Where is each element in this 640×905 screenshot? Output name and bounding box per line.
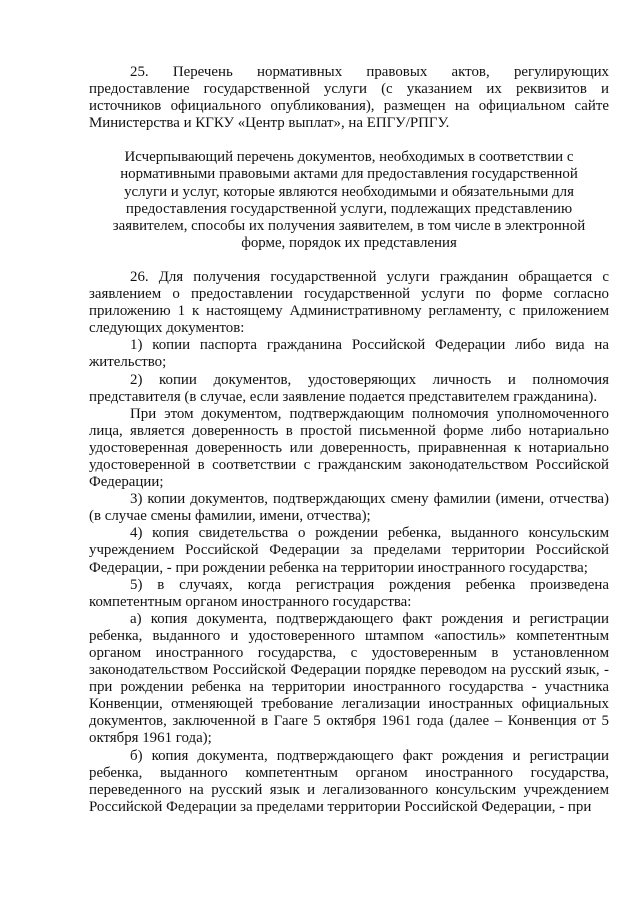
- section-heading: Исчерпывающий перечень документов, необходимых в соответствии с нормативными правовыми актами для предоставления государственной услуги и услуг, которые являются необходимыми и обязательными для предоставления государственной услуги, подлежащих представлению заявителем, способы их получения заявителем, в том числе в электронной форме, порядок их представления: [112, 149, 586, 251]
- list-item-5: 5) в случаях, когда регистрация рождения ребенка произведена компетентным органом иностранного государства:: [89, 576, 609, 610]
- list-item-5a: а) копия документа, подтверждающего факт рождения и регистрации ребенка, выданного и удостоверенного штампом «апостиль» компетентным органом иностранного государства, с удостоверенным в установленном законодательством Российской Федерации порядке переводом на русский язык, - при рождении ребенка на территории иностранного государства - участника Конвенции, отменяющей требование легализации иностранных официальных документов, заключенной в Гааге 5 октября 1961 года (далее – Конвенция от 5 октября 1961 года);: [89, 610, 609, 747]
- document-page: [89, 64, 609, 816]
- authority-paragraph: При этом документом, подтверждающим полномочия уполномоченного лица, является доверенность в простой письменной форме либо нотариально удостоверенная доверенность или доверенность, приравненная к нотариально удостоверенной в соответствии с гражданским законодательством Российской Федерации;: [89, 405, 609, 491]
- list-item-1: 1) копии паспорта гражданина Российской Федерации либо вида на жительство;: [89, 337, 609, 371]
- paragraph-26: 26. Для получения государственной услуги гражданин обращается с заявлением о предоставлении государственной услуги по форме согласно приложению 1 к настоящему Административному регламенту, с приложением следующих документов:: [89, 268, 609, 337]
- paragraph-25: 25. Перечень нормативных правовых актов, регулирующих предоставление государственной услуги (с указанием их реквизитов и источников официального опубликования), размещен на официальном сайте Министерства и КГКУ «Центр выплат», на ЕПГУ/РПГУ.: [89, 64, 609, 132]
- list-item-4: 4) копия свидетельства о рождении ребенка, выданного консульским учреждением Российской Федерации за пределами территории Российской Федерации, - при рождении ребенка на территории иностранного государства;: [89, 525, 609, 576]
- list-item-3: 3) копии документов, подтверждающих смену фамилии (имени, отчества) (в случае смены фамилии, имени, отчества);: [89, 491, 609, 525]
- list-item-5b: б) копия документа, подтверждающего факт рождения и регистрации ребенка, выданного компетентным органом иностранного государства, переведенного на русский язык и легализованного консульским учреждением Российской Федерации за пределами территории Российской Федерации, - при: [89, 747, 609, 815]
- list-item-2: 2) копии документов, удостоверяющих личность и полномочия представителя (в случае, если заявление подается представителем гражданина).: [89, 371, 609, 405]
